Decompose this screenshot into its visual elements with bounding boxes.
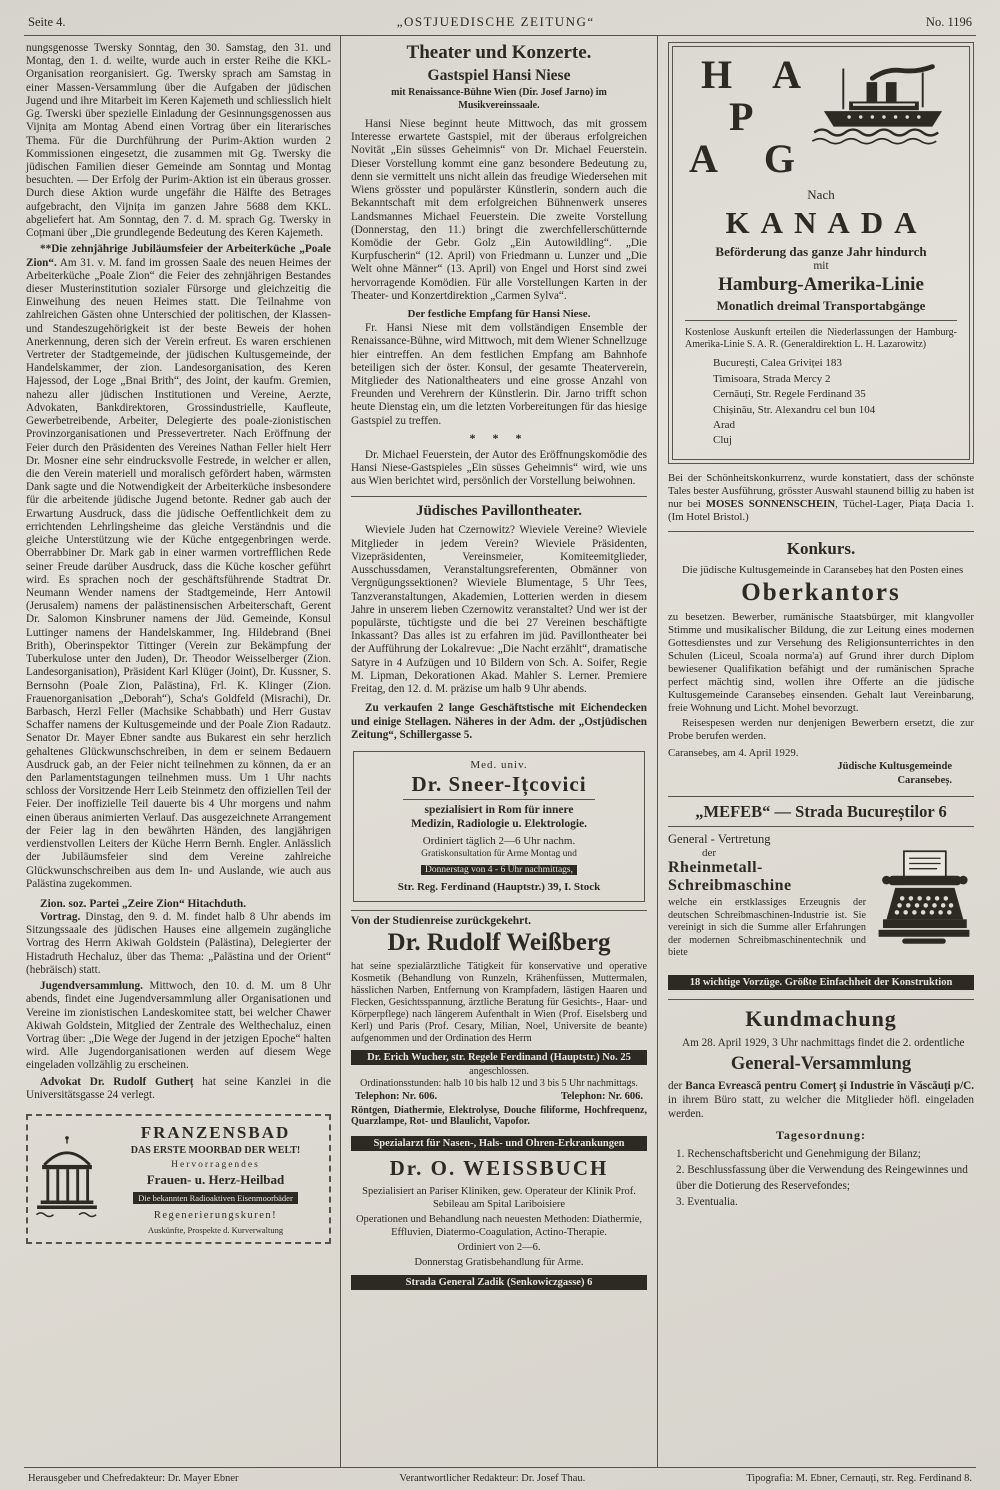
hapag-letter: H bbox=[701, 52, 733, 97]
paragraph-text: hat seine Kanzlei in die Universitätsgasse 24 verlegt. bbox=[26, 1075, 332, 1101]
printer-credit: Tipografia: M. Ebner, Cernauți, str. Reg. Ferdinand 8. bbox=[746, 1473, 972, 1484]
body-text: in ihrem Büro statt, zu welcher die Mitglieder höfl. eingeladen werden. bbox=[668, 1094, 974, 1121]
hapag-letter: A bbox=[689, 136, 718, 181]
editor-credit: Verantwortlicher Redakteur: Dr. Josef Thau. bbox=[399, 1473, 586, 1484]
franzensbad-ad bbox=[26, 1114, 331, 1244]
hapag-letter: A bbox=[772, 52, 802, 97]
tagesordnung-item: 3. Eventualia. bbox=[676, 1196, 738, 1209]
masthead bbox=[24, 14, 976, 36]
konkurs-note: Reisespesen werden nur denjenigen Bewerbern ersetzt, die zur Probe berufen werden. bbox=[668, 717, 974, 742]
franzensbad-line: Hervorragendes bbox=[171, 1160, 260, 1171]
ad-body: hat seine spezialärztliche Tätigkeit für konservative und operative Kosmetik (Behandlung von Runzeln, Krähenfüssen, Muttermalen, hässlichen Narben, Entfernung von Krampfadern, lästigen Haaren und Flecken, Gesichtsspannung, ärztliche Beratung für Gesichts-, Haar- und Körperpflege) nach längerem Aufenthalt in Wien (Prof. Eiselsberg und Kerl) und Paris (Prof. Cesary, Milian, Noel, Universite de beante) aufgenommen und der Ordination des Herrn bbox=[351, 960, 647, 1044]
news-paragraph-jugendversammlung bbox=[26, 980, 331, 1073]
mefeb-body: welche ein erstklassiges Erzeugnis der deutschen Schreibmaschinen-Industrie ist. Sie vereinigt in sich die Summe aller Erfahrungen der modernen Schreibmaschinentechnik und biete bbox=[668, 897, 866, 959]
middle-column bbox=[340, 36, 658, 1467]
party-heading: Zion. soz. Partei „Zeire Zion“ Hitachduth. bbox=[40, 898, 247, 910]
sneer-itcovici-ad bbox=[353, 751, 645, 902]
konkurs-body: zu besetzen. Bewerber, rumänische Staatsbürger, mit klangvoller Stimme und musikalischer Bildung, die zur Leitung eines modernen Gottesdienstes und zur Versehung des Religionsunterrichtes in den Schulen (Liceul, Scoala norma'a) auf Grund ihrer durch Diplom bewiesener Qualifikation befähigt und der rumänischen Sprache perfect mächtig sind, wollen ihre Offerte an die jüdische Kultusgemeinde Caransebeș einsenden. Gehalt laut Vereinbarung, freie Wohnung und Licht. Mohel bevorzugt. bbox=[668, 611, 974, 715]
doctor-name: Dr. O. WEISSBUCH bbox=[389, 1155, 609, 1180]
mefeb-line: General - Vertretung bbox=[668, 832, 771, 847]
mefeb-line: der bbox=[702, 847, 717, 860]
hapag-address: Cernăuți, Str. Regele Ferdinand 35 bbox=[713, 388, 866, 401]
hapag-ad-inner bbox=[672, 46, 970, 460]
empfang-heading: Der festliche Empfang für Hansi Niese. bbox=[407, 308, 591, 321]
ad-address: Str. Reg. Ferdinand (Hauptstr.) 39, I. Stock bbox=[397, 880, 601, 893]
hapag-address-list bbox=[685, 356, 957, 448]
kundmachung-section bbox=[668, 999, 974, 1211]
franzensbad-slogan: DAS ERSTE MOORBAD DER WELT! bbox=[130, 1145, 301, 1157]
ad-line: Gratiskonsultation für Arme Montag und bbox=[421, 848, 577, 859]
issue-number: No. 1196 bbox=[925, 15, 972, 29]
section-separator: * * * bbox=[469, 430, 529, 445]
merchant-name: MOSES SONNENSCHEIN bbox=[705, 498, 836, 511]
kundmachung-intro: Am 28. April 1929, 3 Uhr nachmittags findet die 2. ordentliche bbox=[682, 1036, 965, 1049]
mefeb-highlight: 18 wichtige Vorzüge. Größte Einfachheit der Konstruktion bbox=[668, 975, 974, 990]
hapag-kanada-title: KANADA bbox=[725, 205, 928, 240]
paragraph-text: Am 31. v. M. fand im grossen Saale des neuen Heimes der Arbeiterküche „Poale Zion“ die Feier des zehnjährigen Bestandes dieser Musterinstitution sozialer Fürsorge und gleichzeitig die Einweihung des neuen Heimes statt. Die Teilnahme von zahlreichen Gästen ohne Unterschied der politischen, der Klassen- und Standeszugehörigkeit ist der beste Beweis der hohen Anerkennung, deren sich der Verein erfreut. Es waren erschienen Vertreter der Stadtgemeinde, der jüdischen Kultusgemeinde, der Handelskammer, der zion. Landesorganisation, des Keren Hajessod, der Loge „Bnai Brith“, des Joint, der kaufm. Gremien, nahezu aller jüdischen Institutionen und Vereine, Aerzte, Advokaten, Bankdirektoren, Grossindustrielle, Kaufleute, Gewerbetreibende, Arbeiter, Delegierte des poale-zionistischen Provinzorganisationen und Pressevertreter. Nach Eröffnung der Feier durch den Präsidenten des Vereines Nathan Feller hielt Herr Dr. Mosner eine sehr eindrucksvolle Festrede, in welcher er allen, die den Verein materiell und moralisch gefördert haben, wärmsten Dank sagte und die Notwendigkeit der Arbeiterküche insbesondere für die arbeitende jüdische Jugend betonte. Redner gab auch der Erwartung Ausdruck, dass die jüdische Oeffentlichkeit dem zu errichtenden Lehrlingsheime das gleiche Verständnis und die gleiche Unterstützung wie der Küche entgegenbringen werde. Oberrabbiner Dr. Mark gab in einer warmen vortrefflichen Rede seiner Freude darüber Ausdruck, dass die Küche koscher geführt wird. Es sprachen noch der geschäftsführende Stadtrat Dr. Neumann Wender namens der Stadtgemeinde, Herr Antowil (Jerusalem) namens der palästinensischen Arbeiterschaft, Gerent Dr. Salomon Kinsbruner namens der Jüd. Gemeinde, Konsul Luttinger namens der Handelskammer, Ing. Hildebrand (Bnei Brith), Oberinspektor Tittinger (Verein zur Bekämpfung der Tuberkulose unter den Juden), Dr. Theodor Weisselberger (Zion. Landesorganisation), Präsident Karl Klüger (Joint), Dr. Kussner, S. Bernsohn (Poale Zion, Palästina), Frl. K. Klinger (Zion. Frauenorganisation „Deborah“), Scha's Goldfeld (Misrachi), Dr. Barbasch, Herzl Feller (Machsike Schabbath) und Herr Gustav Schaffer namens der Kultusgemeinde und der Poale Zion Radautz. Senator Dr. Mayer Ebner sandte aus Bukarest ein sehr herzlich gehaltenes Glückwunschschreiben, in dem er seinem Bedauern Ausdruck gab, an der Feier nicht teilnehmen zu können, da er an den Parlamentstagungen teilnehmen muss. Um 1 Uhr nachts schloss der Vorsitzende Herr Leib Steinmetz den offiziellen Teil der Feier. Der inoffizielle Teil dauerte bis 4 Uhr morgens und nahm einen überaus animierten Verlauf. Das ausgezeichnete Arrangement der Feier lag in den bewährten Händen, des langjährigen verdienstvollen Leiters der Küche Herrn Bernh. Engler. Anlässlich der Jubiläumsfeier sind dem Vereine zahlreiche Glückwunschschreiben aus dem In- und Auslande, wie auch aus Palästina zugekommen. bbox=[26, 256, 331, 890]
franzensbad-line: Frauen- u. Herz-Heilbad bbox=[146, 1172, 285, 1188]
kundmachung-body bbox=[668, 1079, 974, 1122]
konkurs-section bbox=[668, 531, 974, 787]
franzensbad-ad-text bbox=[108, 1123, 323, 1235]
franzensbad-highlight: Die bekannten Radioaktiven Eisenmoorbäder bbox=[133, 1192, 298, 1204]
paragraph-lead: **Die zehnjährige Jubiläumsfeier der Arbeiterküche „Poale Zion“. bbox=[26, 243, 331, 269]
columns-area bbox=[24, 36, 976, 1467]
classified-ad-verkauf: Zu verkaufen 2 lange Geschäftstische mit Eichendecken und einige Stellagen. Näheres in der Adm. der „Ostjüdischen Zeitung“, Schillergasse 5. bbox=[351, 702, 647, 741]
brand-name: Rheinmetall- bbox=[668, 859, 763, 877]
hapag-logo bbox=[685, 52, 957, 185]
news-paragraph-jubilaeum bbox=[26, 243, 331, 891]
mefeb-header: „MEFEB“ — Strada Bucureștilor 6 bbox=[668, 802, 974, 827]
newspaper-title: „OSTJUEDISCHE ZEITUNG“ bbox=[396, 14, 595, 29]
ad-line-highlight: Donnerstag von 4 - 6 Uhr nachmittags, bbox=[421, 865, 577, 875]
ad-line: spezialisiert in Rom für innere bbox=[424, 803, 574, 816]
hapag-letter: P bbox=[729, 94, 754, 139]
hapag-letter: G bbox=[763, 136, 796, 181]
ad-treatments: Röntgen, Diathermie, Elektrolyse, Douche filiforme, Hochfrequenz, Quarzlampe, Rot- und Blaulicht, Vapofor. bbox=[351, 1104, 647, 1127]
gastspiel-subtitle: mit Renaissance-Bühne Wien (Dir. Josef Jarno) im Musikvereinssaale. bbox=[391, 87, 607, 111]
konkurs-intro: Die jüdische Kultusgemeinde in Caransebeș hat den Posten eines bbox=[682, 564, 964, 577]
news-paragraph-continuation: nungsgenosse Twersky Sonntag, den 30. Samstag, den 31. und Montag, den 1. d. weilte, wurde auch in erster Reihe die KKL-Organisation reorganisiert. Gg. Twersky sprach am Samstag in einer Massen-Versammlung über die Aufgaben der jüdischen Jugend und ihre Mitarbeit im Keren Kajemeth und schliesslich hielt Gg. Twerski über spezielle Einladung der Gesinnungsgenossen aus Vijnița am Montag Abend einen Vortrag über ein literarisches Thema. Für die Durchführung der Purim-Aktion wurden 2 Kommissionen eingesetzt, die zusammen mit Gg. Twersky die jüdischen Familien dieser Gemeinde am Sonntag und Montag besuchten. — Der Erfolg der Purim-Aktion ist ein überaus grosser. Durch diese Aktion wurde ungefähr die Hälfte des Betrages aufgebracht, den Vijnița im ganzen Jahre 5688 dem KKL. abgeliefert hat. Am Sonntag, den 7. d. M. sprach Gg. Twersky in Coțmani über „Die grundlegende Bedeutung des Keren Kajemeth. bbox=[26, 42, 331, 240]
mefeb-ad bbox=[668, 796, 974, 990]
mefeb-text bbox=[668, 832, 866, 970]
ad-address-highlight: Strada General Zadik (Senkowiczgasse) 6 bbox=[351, 1275, 647, 1290]
hapag-line: Beförderung das ganze Jahr hindurch bbox=[715, 244, 927, 259]
hapag-nach: Nach bbox=[807, 187, 835, 202]
left-column bbox=[24, 36, 340, 1467]
ad-hours: Ordiniert von 2—6. bbox=[457, 1242, 541, 1254]
news-paragraph-advokat bbox=[26, 1076, 331, 1102]
steamship-illustration bbox=[809, 55, 957, 152]
hapag-address: București, Calea Griviței 183 bbox=[713, 357, 842, 370]
konkurs-title: Konkurs. bbox=[786, 539, 856, 559]
paragraph-text: Mittwoch, den 10. d. M. um 8 Uhr abends, findet eine Jugendversammlung aller Organisationen und Vereine im zionistischen Landeskomitee statt, bei welcher Chawer Akiwah Goldstein, Mitglied der Zentrale des Welthechaluz, einen Vortrag über: „Die Wege der Jugend in der jetzigen Epoche“ halten wird. Alle Jugendorganisationen werden auf diesem Wege eingeladen vollzählig zu erscheinen. bbox=[26, 980, 331, 1072]
franzensbad-contact: Auskünfte, Prospekte d. Kurverwaltung bbox=[147, 1225, 284, 1236]
signature-line: Caransebeș. bbox=[897, 774, 952, 786]
section-title-theater: Theater und Konzerte. bbox=[406, 42, 592, 63]
tagesordnung-label: Tagesordnung: bbox=[776, 1127, 866, 1142]
sonnenschein-notice bbox=[668, 472, 974, 525]
hapag-address: Chișinău, Str. Alexandru cel bun 104 bbox=[713, 403, 876, 416]
hapag-address: Cluj bbox=[713, 434, 732, 447]
ad-kicker: Von der Studienreise zurückgekehrt. bbox=[351, 914, 531, 927]
page-number: Seite 4. bbox=[28, 15, 66, 29]
franzensbad-line: Regenerierungskuren! bbox=[153, 1210, 278, 1222]
hapag-address: Timisoara, Strada Mercy 2 bbox=[713, 372, 831, 385]
hapag-line: Monatlich dreimal Transportabgänge bbox=[685, 298, 957, 321]
paragraph-lead: Vortrag. bbox=[40, 911, 81, 923]
ad-line: Spezialisiert an Pariser Kliniken, gew. Operateur der Klinik Prof. Sebileau am Spital Lariboisiere bbox=[362, 1185, 636, 1210]
weissberg-ad bbox=[351, 910, 647, 1127]
brand-name: Schreibmaschine bbox=[668, 876, 792, 894]
konkurs-place-date: Caransebeș, am 4. April 1929. bbox=[668, 746, 799, 759]
gastspiel-title: Gastspiel Hansi Niese bbox=[427, 67, 571, 84]
paragraph-text: Dinstag, den 9. d. M. findet halb 8 Uhr abends im Sitzungssaale des jüdischen Hauses eine allgemein zugängliche Vortrag des Herrn Akiwah Goldstein (Palästina), Delegierter der Histadruth Hechaluz, über das Thema: „Palästina und der Orient“ (hebräisch) statt. bbox=[26, 911, 331, 976]
ad-address-highlight: Dr. Erich Wucher, str. Regele Ferdinand (Hauptstr.) No. 25 bbox=[351, 1050, 647, 1065]
pavillon-title: Jüdisches Pavillontheater. bbox=[351, 496, 647, 520]
hapag-ad bbox=[668, 42, 974, 464]
doctor-name: Dr. Sneer-Ițcovici bbox=[403, 772, 594, 800]
konkurs-signature bbox=[668, 760, 974, 787]
theater-paragraph: Fr. Hansi Niese mit dem vollständigen Ensemble der Renaissance-Bühne, wird Mittwoch, mit dem Wiener Schnellzuge hier eintreffen. An dem festlichen Empfang am Bahnhofe beteiligen sich der öster. Konsul, der gesamte Theaterverein, Mitglieder des Nationaltheaters und eine grosse Anzahl von Freunden und Verehrern der Künstlerin. Dir. Jarno trifft schon heute Dienstag ein, um die letzten Vorbereitungen für das hiesige Gastspiel zu treffen. bbox=[351, 322, 647, 427]
publisher-credit: Herausgeber und Chefredakteur: Dr. Mayer Ebner bbox=[28, 1473, 239, 1484]
ad-line: Ordiniert täglich 2—6 Uhr nachm. bbox=[422, 834, 576, 847]
ad-line: Medizin, Radiologie u. Elektrologie. bbox=[410, 817, 588, 830]
tagesordnung-item: 2. Beschlussfassung über die Verwendung des Reingewinnes und über die Dotierung des Reservefondes; bbox=[676, 1164, 968, 1193]
konkurs-position: Oberkantors bbox=[741, 579, 901, 607]
phone-number: Telephon: Nr. 606. bbox=[560, 1090, 643, 1102]
ad-phones bbox=[351, 1091, 647, 1102]
paragraph-lead: Jugendversammlung. bbox=[40, 980, 143, 993]
hapag-address: Arad bbox=[713, 418, 735, 431]
hapag-info: Kostenlose Auskunft erteilen die Niederlassungen der Hamburg-Amerika-Linie S. A. R. (Generaldirektion L. H. Lazarowitz) bbox=[685, 327, 957, 351]
page-footer bbox=[24, 1467, 976, 1484]
ad-line: Donnerstag Gratisbehandlung für Arme. bbox=[414, 1257, 584, 1269]
doctor-name: Dr. Rudolf Weißberg bbox=[387, 928, 611, 956]
notice-text: , Tüchel-Lager, Piața Dacia 1. (Im Hotel Bristol.) bbox=[668, 498, 974, 524]
ad-line: Operationen und Behandlung nach neuesten Methoden: Diathermie, Effluvien, Diatermo-Coagulation, Actino-Therapie. bbox=[355, 1214, 643, 1239]
mefeb-content bbox=[668, 832, 974, 970]
ad-hours: Ordinationsstunden: halb 10 bis halb 12 und 3 bis 5 Uhr nachmittags. bbox=[360, 1077, 638, 1089]
kundmachung-title: Kundmachung bbox=[745, 1005, 897, 1031]
hapag-company: Hamburg-Amerika-Linie bbox=[718, 274, 924, 295]
pavillon-paragraph: Wieviele Juden hat Czernowitz? Wieviele Vereine? Wieviele Mitglieder in jedem Verein? Wieviele Präsidenten, Vizepräsidenten, Vereinsmeier, Komiteemitglieder, Ausschussdamen, Veranstaltungsreferenten, Obmänner von Vergnügungssektionen? Wieviele Blumentage, 5 Uhr Tees, Tanzveranstaltungen, Akademien, Lotterien werden in diesem Jahre in unserem lieben Czernowitz veranstaltet? Und wer ist der populärste, tüchtigste und die bei 27 Vereinen beschäftigte Inkassant? Das alles ist zu erfahren im jüd. Pavillontheater bei der Aufführung der Lokalrevue: „Die Nacht erzählt“, dramatische Satyre in 4 Aufzügen und 10 Bildern von Sch. A. Soifer, Regie M. Lipman, Dekorationen Akad. Mahler S. Lerner. Premiere Freitag, den 12. d. M. präzise um halb 9 Uhr abends. bbox=[351, 524, 647, 696]
ad-kicker: Med. univ. bbox=[470, 758, 528, 771]
weissbuch-ad bbox=[351, 1136, 647, 1290]
typewriter-illustration bbox=[874, 832, 974, 970]
right-column bbox=[658, 36, 976, 1467]
hapag-line: mit bbox=[813, 260, 829, 272]
bank-name: Banca Evrească pentru Comerț și Industrie în Văscăuți p/C. bbox=[685, 1079, 974, 1092]
general-versammlung-title: General-Versammlung bbox=[730, 1053, 912, 1074]
theater-paragraph: Hansi Niese beginnt heute Mittwoch, das mit grossem Interesse erwartete Gastspiel, mit der überaus erfolgreichen Novität „Ein süsses Geheimnis“ von Dr. Michael Feuerstein. Dieser Vorstellung kommt eine ganz besondere Bedeutung zu, denn sie vermittelt uns nicht allein das freudige Wiedersehen mit Wiens grösster und populärster Künstlerin, sondern auch die Bekanntschaft mit dem erfolgreichen Bühnenwerk unseres Landsmannes Michael Feuerstein. Die zweite Vorstellung (Donnerstag, den 11.) bringt die zwerchfellerschütternde Komödie der Gebr. Golz „Ein Autowildling“. „Die Kurpfuscherin“ (12. April) von Friedmann u. Lunzer und „Die Welt ohne Männer“ (13. April) von Engel und Horst sind zwei hervorragende Komödien. Für alle Vorstellungen Karten in der Theater- und Konzertdirektion „Carmen Sylva“. bbox=[351, 118, 647, 302]
phone-number: Telephon: Nr. 606. bbox=[355, 1090, 438, 1102]
notice-text: Bei der Schönheitskonkurrenz, wurde konstatiert, dass der schönste Tales bester Ausführung, grösster Auswahl staunend billig zu haben ist nur bei bbox=[668, 471, 974, 511]
theater-paragraph: Dr. Michael Feuerstein, der Autor des Eröffnungskomödie des Hansi Niese-Gastspieles „Ein süsses Geheimnis“ wird, wie uns aus Wien berichtet wird, persönlich der Vorstellung beiwohnen. bbox=[351, 448, 647, 488]
body-text: der bbox=[668, 1079, 686, 1092]
signature-line: Jüdische Kultusgemeinde bbox=[837, 760, 952, 772]
ad-line: angeschlossen. bbox=[469, 1065, 529, 1077]
pavilion-illustration bbox=[34, 1134, 100, 1225]
news-paragraph-vortrag bbox=[26, 911, 331, 977]
tagesordnung-item: 1. Rechenschaftsbericht und Genehmigung der Bilanz; bbox=[676, 1147, 921, 1160]
tagesordnung-list bbox=[668, 1146, 974, 1211]
ad-kicker: Spezialarzt für Nasen-, Hals- und Ohren-Erkrankungen bbox=[351, 1136, 647, 1151]
paragraph-lead: Advokat Dr. Rudolf Gutherț bbox=[40, 1075, 194, 1088]
franzensbad-title: FRANZENSBAD bbox=[140, 1123, 291, 1143]
